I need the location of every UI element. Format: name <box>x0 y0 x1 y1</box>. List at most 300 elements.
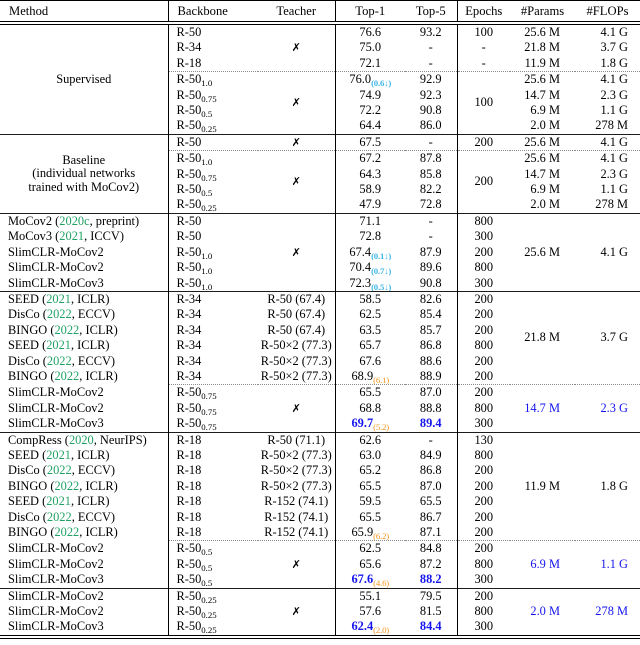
backbone-name: R-34 <box>176 338 202 353</box>
params-value: 25.6 M <box>524 244 560 259</box>
cell-backbone <box>168 479 258 494</box>
top1-value: 55.1 <box>359 588 382 603</box>
backbone-name: R-34 <box>176 307 202 322</box>
top1-value: 65.5 <box>359 385 382 400</box>
backbone-name: R-50 <box>176 541 202 556</box>
cell-teacher <box>258 338 335 353</box>
cell-top5 <box>405 23 457 40</box>
table-block <box>0 23 640 134</box>
col-header-bb: Backbone <box>168 1 258 24</box>
top5-value: 90.8 <box>419 103 442 118</box>
top5-value: 87.9 <box>419 244 442 259</box>
method-label-line: Supervised <box>56 71 112 86</box>
epochs-value: 200 <box>474 525 494 539</box>
cell-backbone <box>168 291 258 307</box>
top1-value: 63.5 <box>359 322 382 337</box>
teacher-name: R-50×2 (77.3) <box>260 447 332 462</box>
cell-flops <box>575 197 640 213</box>
top5-value: - <box>428 55 433 70</box>
cell-top5 <box>405 40 457 55</box>
top5-value: 87.2 <box>419 556 442 571</box>
col-header-t5: Top-5 <box>405 1 457 24</box>
cell-backbone <box>168 307 258 322</box>
backbone-name: R-50 <box>176 213 202 228</box>
method-text: SlimCLR-MoCov2 <box>8 541 104 556</box>
backbone-width-sub: 0.25 <box>201 594 217 605</box>
cell-method <box>0 494 168 509</box>
cell-top5 <box>405 588 457 604</box>
table-block <box>0 213 640 291</box>
backbone-name: R-18 <box>176 525 202 539</box>
cell-backbone <box>168 88 258 103</box>
cell-top1 <box>335 432 405 448</box>
cell-method <box>0 213 168 229</box>
cross-icon: ✗ <box>291 175 301 189</box>
backbone-width-sub: 0.5 <box>201 188 213 198</box>
cell-teacher <box>258 291 335 307</box>
top1-value: 62.5 <box>359 541 382 556</box>
backbone-name: R-50 <box>176 588 202 603</box>
epochs-value: 200 <box>474 322 494 337</box>
cell-epochs <box>457 619 510 636</box>
cell-epochs <box>457 354 510 369</box>
cell-epochs <box>457 588 510 604</box>
cross-icon: ✗ <box>291 41 301 55</box>
top5-value: 89.4 <box>419 416 442 431</box>
cell-epochs <box>457 134 510 150</box>
top5-value: 65.5 <box>419 494 442 509</box>
method-text: DisCo ( <box>8 509 47 524</box>
cell-backbone <box>168 588 258 604</box>
method-text: 2022 <box>54 322 80 337</box>
cell-top5 <box>405 229 457 244</box>
teacher-name: R-152 (74.1) <box>264 525 329 539</box>
backbone-name: R-50 <box>176 103 202 118</box>
method-text: , ICLR) <box>79 322 118 337</box>
top1-value: 65.6 <box>359 556 382 571</box>
cell-method <box>0 588 168 604</box>
cell-backbone <box>168 276 258 292</box>
cell-top5 <box>405 276 457 292</box>
top5-value: 85.4 <box>419 307 442 322</box>
cell-backbone <box>168 23 258 40</box>
top5-value: 89.6 <box>419 260 442 275</box>
cell-backbone <box>168 72 258 88</box>
backbone-name: R-50 <box>176 166 202 181</box>
top1-value: 72.2 <box>359 103 382 118</box>
backbone-name: R-50 <box>176 151 202 166</box>
epochs-value: 800 <box>474 213 494 228</box>
method-text: DisCo ( <box>8 353 47 368</box>
cell-top1 <box>335 182 405 197</box>
cell-params <box>510 23 575 40</box>
cell-method <box>0 276 168 292</box>
cell-method <box>0 369 168 385</box>
cell-flops <box>575 134 640 150</box>
teacher-name: R-50×2 (77.3) <box>260 478 332 493</box>
backbone-name: R-50 <box>176 275 202 290</box>
method-text: SEED ( <box>8 447 47 462</box>
backbone-width-sub: 0.75 <box>201 406 217 417</box>
cell-method <box>0 541 168 557</box>
cell-epochs <box>457 463 510 478</box>
teacher-name: R-50 (71.1) <box>267 432 326 447</box>
backbone-name: R-50 <box>176 400 202 415</box>
flops-value: 278 M <box>595 118 628 133</box>
cross-icon: ✗ <box>291 401 301 415</box>
method-text: CompRess ( <box>8 432 69 447</box>
method-text: 2022 <box>54 525 80 540</box>
cell-epochs <box>457 40 510 55</box>
cell-epochs <box>457 151 510 214</box>
cell-method <box>0 401 168 416</box>
teacher-name: R-50×2 (77.3) <box>260 353 332 368</box>
cell-teacher <box>258 151 335 214</box>
cell-backbone <box>168 432 258 448</box>
flops-value: 2.3 G <box>600 87 628 102</box>
cell-epochs <box>457 260 510 275</box>
top5-value: 88.2 <box>419 572 442 587</box>
cell-top1 <box>335 245 405 260</box>
top1-value: 70.4 <box>349 260 372 275</box>
cell-top5 <box>405 354 457 369</box>
cell-params <box>510 541 575 588</box>
method-text: , ECCV) <box>71 509 116 524</box>
epochs-value: 200 <box>474 174 494 189</box>
top1-value: 65.5 <box>359 509 382 524</box>
cell-params <box>510 88 575 103</box>
flops-value: 4.1 G <box>600 151 628 166</box>
epochs-value: 200 <box>474 244 494 259</box>
method-text: SlimCLR-MoCov3 <box>8 275 104 290</box>
epochs-value: 300 <box>474 275 494 290</box>
method-text: SlimCLR-MoCov3 <box>8 416 104 431</box>
top5-value: 86.7 <box>419 509 442 524</box>
cell-epochs <box>457 213 510 229</box>
cell-top5 <box>405 401 457 416</box>
cell-backbone <box>168 541 258 557</box>
cell-method <box>0 338 168 353</box>
method-text: , ECCV) <box>71 353 116 368</box>
backbone-name: R-50 <box>176 416 202 431</box>
backbone-width-sub: 0.5 <box>201 547 213 557</box>
backbone-name: R-34 <box>176 368 202 383</box>
backbone-name: R-50 <box>176 118 202 133</box>
cell-top5 <box>405 197 457 213</box>
cell-flops <box>575 56 640 72</box>
cell-top1 <box>335 229 405 244</box>
cell-flops <box>575 88 640 103</box>
cell-flops <box>575 213 640 291</box>
cell-teacher <box>258 510 335 525</box>
backbone-width-sub: 1.0 <box>201 78 213 88</box>
teacher-name: R-50 (67.4) <box>267 291 326 306</box>
flops-value: 278 M <box>595 197 628 212</box>
cell-top5 <box>405 541 457 557</box>
top1-delta-badge: (6.1) <box>373 374 390 385</box>
flops-value: 1.1 G <box>600 103 628 118</box>
flops-value: 4.1 G <box>600 134 628 149</box>
method-text: MoCov2 ( <box>8 213 60 228</box>
cell-backbone <box>168 619 258 636</box>
cell-backbone <box>168 103 258 118</box>
cell-epochs <box>457 323 510 338</box>
top1-value: 47.9 <box>359 197 382 212</box>
top5-value: 82.6 <box>419 291 442 306</box>
cell-flops <box>575 40 640 55</box>
cell-backbone <box>168 494 258 509</box>
top5-value: 86.8 <box>419 463 442 478</box>
flops-value: 1.1 G <box>600 556 628 571</box>
method-text: 2021 <box>46 447 71 462</box>
cell-flops <box>575 588 640 637</box>
cell-top5 <box>405 103 457 118</box>
cell-params <box>510 72 575 88</box>
top1-delta-badge: (0.1↓) <box>371 250 392 261</box>
top5-value: 86.8 <box>419 338 442 353</box>
cell-top5 <box>405 245 457 260</box>
cell-epochs <box>457 245 510 260</box>
cell-top5 <box>405 118 457 134</box>
method-text: , ECCV) <box>71 307 116 322</box>
backbone-width-sub: 0.25 <box>201 124 217 135</box>
method-text: MoCov3 ( <box>8 229 60 244</box>
cell-method <box>0 260 168 275</box>
cell-top1 <box>335 479 405 494</box>
col-header-t: Teacher <box>258 1 335 24</box>
cell-top5 <box>405 167 457 182</box>
cell-top5 <box>405 479 457 494</box>
top5-value: 86.0 <box>419 118 442 133</box>
top1-value: 67.6 <box>359 353 382 368</box>
cell-epochs <box>457 338 510 353</box>
col-header-fl: #FLOPs <box>575 1 640 24</box>
top5-value: - <box>428 40 433 55</box>
backbone-name: R-50 <box>176 134 202 149</box>
cell-epochs <box>457 448 510 463</box>
cell-top1 <box>335 72 405 88</box>
flops-value: 1.1 G <box>600 182 628 197</box>
cell-top5 <box>405 72 457 88</box>
method-text: BINGO ( <box>8 322 55 337</box>
backbone-name: R-18 <box>176 494 202 509</box>
top1-delta-badge: (4.6) <box>373 578 390 589</box>
backbone-width-sub: 0.75 <box>201 172 217 183</box>
top1-value: 63.0 <box>359 447 382 462</box>
cross-icon: ✗ <box>291 135 301 149</box>
backbone-name: R-18 <box>176 432 202 447</box>
cell-backbone <box>168 557 258 572</box>
table-row <box>0 385 640 401</box>
backbone-name: R-18 <box>176 447 202 462</box>
cell-method <box>0 307 168 322</box>
cell-top5 <box>405 572 457 588</box>
epochs-value: 100 <box>474 95 494 110</box>
cell-top1 <box>335 510 405 525</box>
cell-epochs <box>457 525 510 541</box>
method-text: , ICLR) <box>79 478 118 493</box>
cell-epochs <box>457 56 510 72</box>
top5-value: 84.8 <box>419 541 442 556</box>
table-header <box>0 1 640 24</box>
cell-top5 <box>405 88 457 103</box>
params-value: 11.9 M <box>524 55 560 70</box>
backbone-name: R-34 <box>176 40 202 55</box>
cell-epochs <box>457 416 510 432</box>
cell-method <box>0 23 168 134</box>
method-text: SlimCLR-MoCov2 <box>8 244 104 259</box>
table-row <box>0 291 640 307</box>
backbone-name: R-18 <box>176 463 202 478</box>
method-text: , ICLR) <box>70 338 110 353</box>
method-label-line: Baseline <box>62 152 106 167</box>
backbone-width-sub: 0.75 <box>201 93 217 104</box>
cell-epochs <box>457 229 510 244</box>
cell-backbone <box>168 245 258 260</box>
cell-teacher <box>258 276 335 292</box>
cell-backbone <box>168 369 258 385</box>
cell-top1 <box>335 276 405 292</box>
cell-method <box>0 229 168 244</box>
backbone-name: R-50 <box>176 229 202 244</box>
cell-epochs <box>457 385 510 401</box>
top5-value: 85.8 <box>419 166 442 181</box>
backbone-width-sub: 0.5 <box>201 578 213 589</box>
cell-top5 <box>405 604 457 619</box>
cell-top1 <box>335 494 405 509</box>
cell-top5 <box>405 134 457 150</box>
cell-epochs <box>457 432 510 448</box>
cell-backbone <box>168 604 258 619</box>
flops-value: 2.3 G <box>600 400 628 415</box>
epochs-value: 800 <box>474 338 494 353</box>
top1-delta-badge: (0.7↓) <box>371 266 392 276</box>
top1-value: 64.4 <box>359 118 382 133</box>
method-text: DisCo ( <box>8 463 47 478</box>
cell-params <box>510 213 575 291</box>
cell-epochs <box>457 23 510 40</box>
cell-top5 <box>405 494 457 509</box>
cell-teacher <box>258 307 335 322</box>
top1-value: 75.0 <box>359 40 382 55</box>
method-text: , ICLR) <box>79 369 118 384</box>
cell-params <box>510 182 575 197</box>
cell-backbone <box>168 354 258 369</box>
cell-backbone <box>168 167 258 182</box>
flops-value: 278 M <box>595 604 628 619</box>
cell-method <box>0 619 168 636</box>
cross-icon: ✗ <box>291 96 301 110</box>
top5-value: - <box>428 229 433 244</box>
params-value: 14.7 M <box>524 166 560 181</box>
cell-method <box>0 134 168 213</box>
method-text: 2021 <box>46 338 71 353</box>
cell-params <box>510 385 575 432</box>
method-text: 2021 <box>59 229 85 244</box>
cell-method <box>0 245 168 260</box>
epochs-value: 100 <box>474 25 494 39</box>
cell-top1 <box>335 385 405 401</box>
cell-backbone <box>168 448 258 463</box>
cell-epochs <box>457 369 510 385</box>
method-text: SlimCLR-MoCov3 <box>8 619 104 634</box>
cell-epochs <box>457 572 510 588</box>
epochs-value: 300 <box>474 229 494 244</box>
method-text: 2022 <box>46 509 72 524</box>
params-value: 2.0 M <box>530 118 560 133</box>
cell-method <box>0 416 168 432</box>
epochs-value: 200 <box>474 463 494 478</box>
table-row <box>0 432 640 448</box>
backbone-name: R-18 <box>176 478 202 493</box>
epochs-value: 200 <box>474 368 494 383</box>
top1-value: 76.0 <box>349 72 372 87</box>
top5-value: 88.8 <box>419 400 442 415</box>
top1-value: 67.6 <box>351 572 374 587</box>
cell-teacher <box>258 72 335 135</box>
teacher-name: R-50×2 (77.3) <box>260 463 332 478</box>
epochs-value: - <box>481 40 486 55</box>
backbone-name: R-50 <box>176 72 202 87</box>
top1-delta-badge: (5.2) <box>373 422 390 433</box>
backbone-width-sub: 0.5 <box>201 562 213 573</box>
cell-teacher <box>258 385 335 432</box>
cell-method <box>0 323 168 338</box>
flops-value: 4.1 G <box>600 25 628 39</box>
cell-teacher <box>258 463 335 478</box>
top1-value: 67.5 <box>359 134 382 149</box>
cell-top1 <box>335 103 405 118</box>
cell-method <box>0 510 168 525</box>
cell-top1 <box>335 118 405 134</box>
method-text: SlimCLR-MoCov2 <box>8 588 104 603</box>
backbone-name: R-18 <box>176 55 202 70</box>
method-text: 2020 <box>68 432 94 447</box>
method-text: 2020c <box>59 213 90 228</box>
backbone-name: R-50 <box>176 572 202 587</box>
table-row <box>0 134 640 150</box>
flops-value: 2.3 G <box>600 166 628 181</box>
top5-value: 90.8 <box>419 275 442 290</box>
header-row <box>0 1 640 24</box>
top5-value: 88.9 <box>419 368 442 383</box>
cell-top5 <box>405 213 457 229</box>
top1-value: 57.6 <box>359 604 382 619</box>
cell-top1 <box>335 88 405 103</box>
cell-top5 <box>405 307 457 322</box>
table-block <box>0 432 640 588</box>
epochs-value: 200 <box>474 385 494 400</box>
table-block <box>0 588 640 637</box>
cell-top1 <box>335 338 405 353</box>
cell-top1 <box>335 354 405 369</box>
col-header-m: Method <box>0 1 168 24</box>
cell-top1 <box>335 525 405 541</box>
cross-icon: ✗ <box>291 245 301 259</box>
method-text: 2021 <box>46 494 71 509</box>
cell-epochs <box>457 479 510 494</box>
backbone-name: R-50 <box>176 197 202 212</box>
params-value: 21.8 M <box>524 330 560 345</box>
teacher-name: R-152 (74.1) <box>264 509 329 524</box>
cell-top1 <box>335 291 405 307</box>
top1-value: 72.8 <box>359 229 382 244</box>
top5-value: 93.2 <box>419 25 442 39</box>
top1-value: 65.2 <box>359 463 382 478</box>
top5-value: 82.2 <box>419 182 442 197</box>
backbone-name: R-50 <box>176 604 202 619</box>
top5-value: 87.0 <box>419 385 442 400</box>
